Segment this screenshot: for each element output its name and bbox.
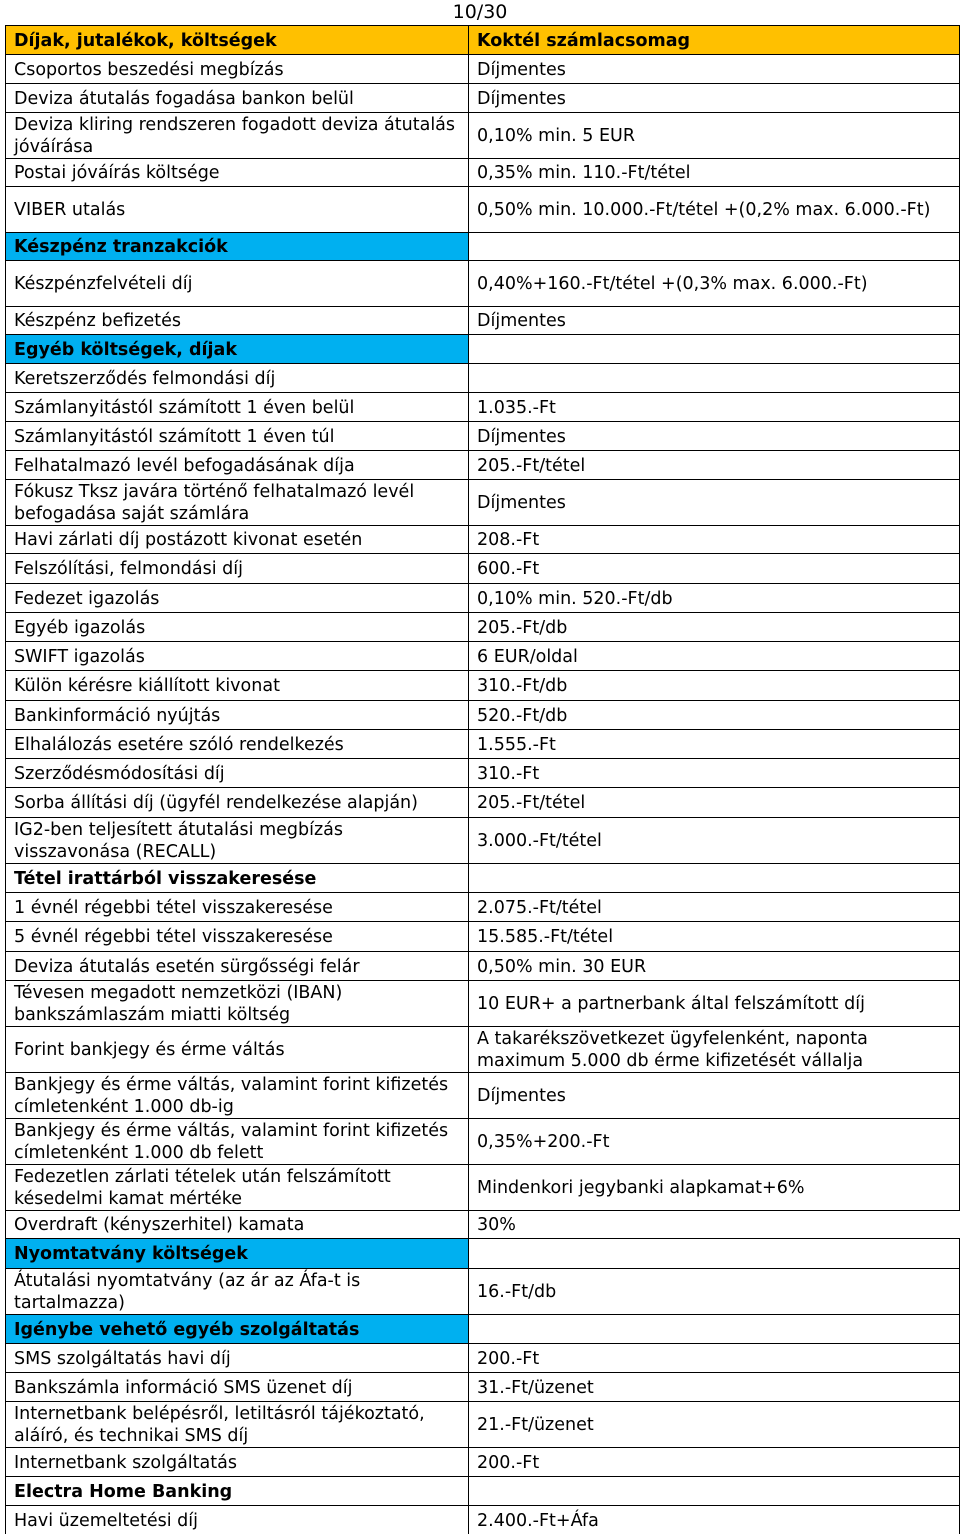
- section-header-row: [6, 1239, 960, 1269]
- fee-value: A takarékszövetkezet ügyfelenként, naponta maximum 5.000 db érme kifizetését vállalja: [469, 1027, 960, 1073]
- fee-label: Havi üzemeltetési díj: [6, 1506, 469, 1534]
- table-row: [6, 307, 960, 335]
- section-header-row: [6, 335, 960, 364]
- fee-value: 205.-Ft/tétel: [469, 451, 960, 480]
- fee-table-body: [6, 26, 960, 1534]
- fee-label: Bankjegy és érme váltás, valamint forint kifizetés címletenként 1.000 db-ig: [6, 1073, 469, 1119]
- table-row: [6, 671, 960, 701]
- table-row: [6, 1344, 960, 1373]
- fee-label: Overdraft (kényszerhitel) kamata: [6, 1211, 469, 1239]
- table-row: [6, 893, 960, 922]
- fee-label: Electra Home Banking: [6, 1477, 469, 1506]
- fee-value: 0,35% min. 110.-Ft/tétel: [469, 159, 960, 187]
- fee-label: Igénybe vehető egyéb szolgáltatás: [6, 1315, 469, 1344]
- fee-label: Külön kérésre kiállított kivonat: [6, 671, 469, 701]
- fee-label: Tévesen megadott nemzetközi (IBAN) bankszámlaszám miatti költség: [6, 981, 469, 1027]
- fee-label: Bankszámla információ SMS üzenet díj: [6, 1373, 469, 1402]
- fee-label: VIBER utalás: [6, 187, 469, 233]
- header-package-label: Koktél számlacsomag: [469, 26, 960, 55]
- fee-value: [469, 335, 960, 364]
- fee-label: 1 évnél régebbi tétel visszakeresése: [6, 893, 469, 922]
- fee-value: 16.-Ft/db: [469, 1269, 960, 1315]
- table-row: [6, 554, 960, 584]
- fee-value: 205.-Ft/db: [469, 613, 960, 642]
- table-row: [6, 422, 960, 451]
- fee-value: 2.075.-Ft/tétel: [469, 893, 960, 922]
- fee-value: [469, 233, 960, 261]
- fee-label: 5 évnél régebbi tétel visszakeresése: [6, 922, 469, 952]
- table-row: [6, 113, 960, 159]
- table-row: [6, 1027, 960, 1073]
- fee-value: 0,40%+160.-Ft/tétel +(0,3% max. 6.000.-Ft): [469, 261, 960, 307]
- table-row: [6, 84, 960, 113]
- fee-value: 310.-Ft/db: [469, 671, 960, 701]
- fee-table: [5, 25, 960, 1534]
- fee-label: Nyomtatvány költségek: [6, 1239, 469, 1269]
- fee-label: Számlanyitástól számított 1 éven belül: [6, 393, 469, 422]
- fee-value: 0,35%+200.-Ft: [469, 1119, 960, 1165]
- fee-label: Keretszerződés felmondási díj: [6, 364, 469, 393]
- fee-label: Internetbank szolgáltatás: [6, 1448, 469, 1477]
- fee-label: IG2-ben teljesített átutalási megbízás visszavonása (RECALL): [6, 818, 469, 864]
- fee-value: [469, 364, 960, 393]
- table-row: [6, 584, 960, 613]
- fee-label: Készpénzfelvételi díj: [6, 261, 469, 307]
- fee-label: Szerződésmódosítási díj: [6, 759, 469, 788]
- fee-label: Egyéb költségek, díjak: [6, 335, 469, 364]
- fee-label: Átutalási nyomtatvány (az ár az Áfa-t is tartalmazza): [6, 1269, 469, 1315]
- table-row: [6, 981, 960, 1027]
- fee-value: 0,10% min. 5 EUR: [469, 113, 960, 159]
- table-row: [6, 1119, 960, 1165]
- fee-value: [469, 1239, 960, 1269]
- fee-value: 0,50% min. 30 EUR: [469, 952, 960, 981]
- table-row: [6, 1448, 960, 1477]
- fee-value: [469, 1315, 960, 1344]
- fee-label: Bankjegy és érme váltás, valamint forint kifizetés címletenként 1.000 db felett: [6, 1119, 469, 1165]
- subsection-header-row: [6, 864, 960, 893]
- fee-label: Fókusz Tksz javára történő felhatalmazó levél befogadása saját számlára: [6, 480, 469, 526]
- table-row: [6, 55, 960, 84]
- table-row: [6, 1506, 960, 1534]
- fee-value: 31.-Ft/üzenet: [469, 1373, 960, 1402]
- fee-value: 30%: [477, 1215, 516, 1235]
- table-row: [6, 1073, 960, 1119]
- fee-value: 0,50% min. 10.000.-Ft/tétel +(0,2% max. 6.000.-Ft): [469, 187, 960, 233]
- fee-label: Deviza átutalás fogadása bankon belül: [6, 84, 469, 113]
- fee-label: Egyéb igazolás: [6, 613, 469, 642]
- fee-value: Díjmentes: [469, 480, 960, 526]
- fee-label: Postai jóváírás költsége: [6, 159, 469, 187]
- table-row: [6, 480, 960, 526]
- fee-value: 21.-Ft/üzenet: [469, 1402, 960, 1448]
- table-row: [6, 364, 960, 393]
- table-row: [6, 187, 960, 233]
- table-row: [6, 451, 960, 480]
- fee-value: Mindenkori jegybanki alapkamat+6%: [469, 1165, 960, 1211]
- fee-label: SWIFT igazolás: [6, 642, 469, 671]
- fee-value: 1.555.-Ft: [469, 730, 960, 759]
- fee-value: [469, 1477, 960, 1506]
- table-row: [6, 1211, 960, 1239]
- fee-label: Elhalálozás esetére szóló rendelkezés: [6, 730, 469, 759]
- table-header-row: [6, 26, 960, 55]
- fee-label: Fedezet igazolás: [6, 584, 469, 613]
- page-number: 10/30: [452, 1, 508, 23]
- fee-value: 15.585.-Ft/tétel: [469, 922, 960, 952]
- header-fees-label: Díjak, jutalékok, költségek: [6, 26, 469, 55]
- fee-label: Forint bankjegy és érme váltás: [6, 1027, 469, 1073]
- fee-value: 600.-Ft: [469, 554, 960, 584]
- fee-value: 310.-Ft: [469, 759, 960, 788]
- fee-value: [469, 864, 960, 893]
- table-row: [6, 261, 960, 307]
- fee-label: Havi zárlati díj postázott kivonat esetén: [6, 526, 469, 554]
- table-row: [6, 1165, 960, 1211]
- fee-label: Sorba állítási díj (ügyfél rendelkezése alapján): [6, 788, 469, 818]
- fee-label: Tétel irattárból visszakeresése: [6, 864, 469, 893]
- fee-value: Díjmentes: [469, 1073, 960, 1119]
- fee-label: Számlanyitástól számított 1 éven túl: [6, 422, 469, 451]
- table-row: [6, 788, 960, 818]
- table-row: [6, 922, 960, 952]
- table-row: [6, 759, 960, 788]
- fee-label: Deviza átutalás esetén sürgősségi felár: [6, 952, 469, 981]
- fee-value: Díjmentes: [469, 55, 960, 84]
- table-row: [6, 159, 960, 187]
- fee-value: 2.400.-Ft+Áfa: [469, 1506, 960, 1534]
- fee-label: Felszólítási, felmondási díj: [6, 554, 469, 584]
- fee-label: Fedezetlen zárlati tételek után felszámított késedelmi kamat mértéke: [6, 1165, 469, 1211]
- table-row: [6, 642, 960, 671]
- table-row: [6, 613, 960, 642]
- table-row: [6, 1402, 960, 1448]
- section-header-row: [6, 233, 960, 261]
- subsection-header-row: [6, 1477, 960, 1506]
- table-row: [6, 818, 960, 864]
- table-row: [6, 952, 960, 981]
- section-header-row: [6, 1315, 960, 1344]
- table-row: [6, 1373, 960, 1402]
- fee-label: Internetbank belépésről, letiltásról tájékoztató, aláíró, és technikai SMS díj: [6, 1402, 469, 1448]
- fee-value: 10 EUR+ a partnerbank által felszámított díj: [469, 981, 960, 1027]
- fee-value: Díjmentes: [469, 307, 960, 335]
- fee-value: Díjmentes: [469, 422, 960, 451]
- fee-value: 205.-Ft/tétel: [469, 788, 960, 818]
- table-row: [6, 526, 960, 554]
- fee-label: Készpénz tranzakciók: [6, 233, 469, 261]
- fee-label: Készpénz befizetés: [6, 307, 469, 335]
- fee-value: Díjmentes: [469, 84, 960, 113]
- table-row: [6, 701, 960, 730]
- fee-value: 208.-Ft: [469, 526, 960, 554]
- fee-value: 6 EUR/oldal: [469, 642, 960, 671]
- fee-value: 1.035.-Ft: [469, 393, 960, 422]
- fee-value: 520.-Ft/db: [469, 701, 960, 730]
- fee-label: Felhatalmazó levél befogadásának díja: [6, 451, 469, 480]
- fee-label: SMS szolgáltatás havi díj: [6, 1344, 469, 1373]
- fee-label: Bankinformáció nyújtás: [6, 701, 469, 730]
- fee-label: Deviza kliring rendszeren fogadott deviza átutalás jóváírása: [6, 113, 469, 159]
- fee-value: 200.-Ft: [469, 1448, 960, 1477]
- fee-label: Csoportos beszedési megbízás: [6, 55, 469, 84]
- table-row: [6, 1269, 960, 1315]
- table-row: [6, 730, 960, 759]
- fee-value: 200.-Ft: [469, 1344, 960, 1373]
- fee-value: 0,10% min. 520.-Ft/db: [469, 584, 960, 613]
- fee-value: 3.000.-Ft/tétel: [469, 818, 960, 864]
- table-row: [6, 393, 960, 422]
